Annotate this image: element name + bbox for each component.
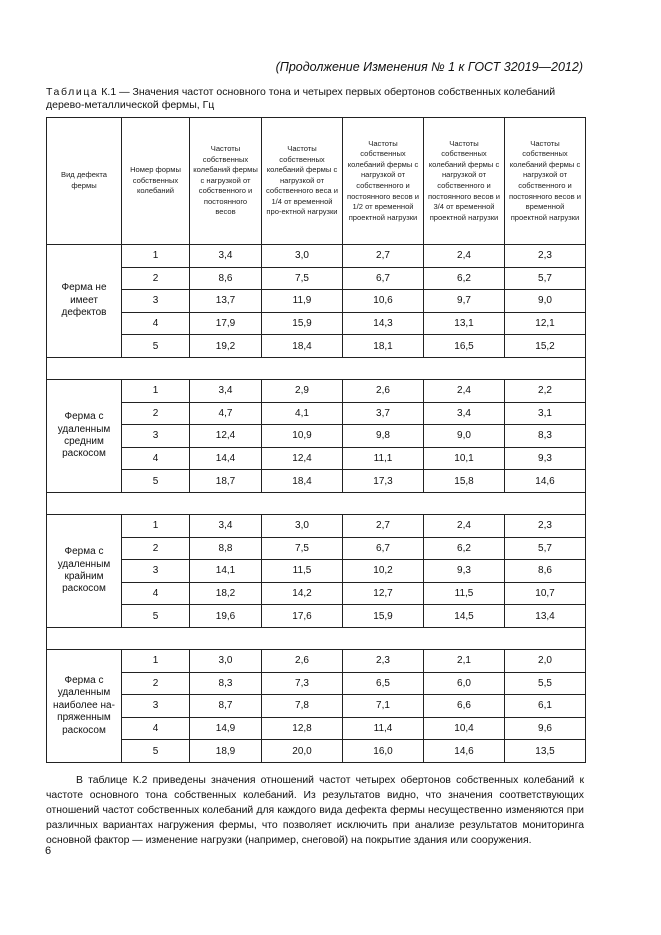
frequency-cell: 16,0: [343, 740, 424, 763]
frequency-cell: 8,7: [190, 695, 262, 718]
table-row: [47, 649, 586, 672]
frequency-cell: 13,4: [505, 605, 586, 628]
group-separator-row: [47, 627, 586, 649]
frequency-cell: 2,6: [262, 649, 343, 672]
frequency-cell: 9,0: [505, 290, 586, 313]
frequency-cell: 12,7: [343, 582, 424, 605]
table-row: [47, 447, 586, 470]
group-separator-row: [47, 492, 586, 514]
mode-number-cell: 2: [122, 267, 190, 290]
frequency-cell: 7,5: [262, 537, 343, 560]
mode-number-cell: 1: [122, 245, 190, 268]
frequency-cell: 15,8: [424, 470, 505, 493]
separator-cell: [47, 492, 586, 514]
frequency-cell: 14,6: [505, 470, 586, 493]
frequency-cell: 17,3: [343, 470, 424, 493]
page-number: 6: [45, 845, 52, 857]
frequency-cell: 9,8: [343, 425, 424, 448]
mode-number-cell: 5: [122, 740, 190, 763]
frequency-cell: 3,0: [262, 245, 343, 268]
frequency-cell: 17,6: [262, 605, 343, 628]
frequency-cell: 2,4: [424, 379, 505, 402]
frequency-cell: 14,3: [343, 312, 424, 335]
frequency-cell: 16,5: [424, 335, 505, 358]
frequency-cell: 14,9: [190, 717, 262, 740]
frequency-cell: 11,4: [343, 717, 424, 740]
frequency-cell: 2,9: [262, 379, 343, 402]
frequency-cell: 3,4: [424, 402, 505, 425]
frequency-cell: 18,4: [262, 470, 343, 493]
frequency-cell: 9,3: [424, 560, 505, 583]
frequency-cell: 10,1: [424, 447, 505, 470]
frequency-cell: 18,1: [343, 335, 424, 358]
frequency-cell: 14,1: [190, 560, 262, 583]
table-row: [47, 470, 586, 493]
mode-number-cell: 3: [122, 290, 190, 313]
table-row: [47, 740, 586, 763]
frequency-cell: 8,6: [190, 267, 262, 290]
frequency-cell: 15,9: [343, 605, 424, 628]
mode-number-cell: 3: [122, 560, 190, 583]
body-paragraph-text: В таблице К.2 приведены значения отношений частот четырех обертонов собственных колебаний к частоте основного тона собственных колебаний. Из результатов видно, что значения соответствующих отношений частот собственных колебаний для каждого вида дефекта фермы несущественно изменяются при различных вариантах нагружения фермы, что позволяет исключить при анализе результатов мониторинга основной фактор — изменение нагрузки (например, снеговой) на покрытие здания или сооружения.: [46, 775, 584, 846]
frequency-cell: 13,1: [424, 312, 505, 335]
mode-number-cell: 4: [122, 447, 190, 470]
frequency-cell: 10,6: [343, 290, 424, 313]
table-row: [47, 312, 586, 335]
frequency-cell: 2,3: [505, 514, 586, 537]
body-paragraph: [46, 773, 584, 848]
frequency-cell: 12,8: [262, 717, 343, 740]
frequency-cell: 6,5: [343, 672, 424, 695]
frequency-cell: 3,1: [505, 402, 586, 425]
defect-type-cell: Ферма с удаленным крайним раскосом: [47, 514, 122, 627]
mode-number-cell: 2: [122, 672, 190, 695]
frequency-cell: 4,1: [262, 402, 343, 425]
table-row: [47, 245, 586, 268]
mode-number-cell: 2: [122, 402, 190, 425]
table-header-cell: Частоты собственных колебаний фермы с нагрузкой от собственного и постоянного весов и 1/2 от временной проектной нагрузки: [343, 118, 424, 245]
table-header-cell: Частоты собственных колебаний фермы с нагрузкой от собственного и постоянного весов и временной проектной нагрузки: [505, 118, 586, 245]
frequency-cell: 11,1: [343, 447, 424, 470]
group-separator-row: [47, 357, 586, 379]
table-row: [47, 672, 586, 695]
frequency-cell: 13,7: [190, 290, 262, 313]
frequency-cell: 3,4: [190, 514, 262, 537]
frequency-cell: 19,6: [190, 605, 262, 628]
table-row: [47, 514, 586, 537]
defect-type-cell: Ферма с удаленным наиболее на-пряженным раскосом: [47, 649, 122, 762]
table-header-cell: Вид дефекта фермы: [47, 118, 122, 245]
table-row: [47, 335, 586, 358]
table-row: [47, 537, 586, 560]
mode-number-cell: 3: [122, 695, 190, 718]
mode-number-cell: 5: [122, 605, 190, 628]
frequency-cell: 11,5: [262, 560, 343, 583]
frequency-cell: 12,1: [505, 312, 586, 335]
frequency-cell: 2,2: [505, 379, 586, 402]
separator-cell: [47, 357, 586, 379]
table-header-cell: Частоты собственных колебаний фермы с нагрузкой от собственного и постоянного весов: [190, 118, 262, 245]
frequency-cell: 10,4: [424, 717, 505, 740]
frequency-cell: 18,9: [190, 740, 262, 763]
frequency-cell: 6,6: [424, 695, 505, 718]
frequency-cell: 2,7: [343, 514, 424, 537]
frequency-cell: 2,0: [505, 649, 586, 672]
table-row: [47, 605, 586, 628]
frequency-cell: 7,3: [262, 672, 343, 695]
mode-number-cell: 4: [122, 717, 190, 740]
frequency-cell: 7,8: [262, 695, 343, 718]
table-header-cell: Частоты собственных колебаний фермы с нагрузкой от собственного и постоянного весов и 3/4 от временной проектной нагрузки: [424, 118, 505, 245]
table-row: [47, 560, 586, 583]
frequency-cell: 2,3: [505, 245, 586, 268]
mode-number-cell: 1: [122, 649, 190, 672]
frequency-cell: 2,6: [343, 379, 424, 402]
frequency-cell: 14,5: [424, 605, 505, 628]
frequency-cell: 18,4: [262, 335, 343, 358]
frequency-cell: 3,0: [262, 514, 343, 537]
frequency-cell: 9,7: [424, 290, 505, 313]
table-header-cell: Частоты собственных колебаний фермы с нагрузкой от собственного веса и 1/4 от временной про-ектной нагрузки: [262, 118, 343, 245]
frequency-cell: 5,7: [505, 537, 586, 560]
table-row: [47, 582, 586, 605]
defect-type-cell: Ферма не имеет дефектов: [47, 245, 122, 358]
frequency-cell: 14,4: [190, 447, 262, 470]
frequency-cell: 15,2: [505, 335, 586, 358]
table-row: [47, 695, 586, 718]
frequency-cell: 14,2: [262, 582, 343, 605]
frequency-cell: 19,2: [190, 335, 262, 358]
frequency-cell: 4,7: [190, 402, 262, 425]
frequency-cell: 6,7: [343, 537, 424, 560]
frequency-cell: 6,0: [424, 672, 505, 695]
table-caption-label: Таблица: [46, 86, 99, 98]
table-row: [47, 717, 586, 740]
table-header-cell: Номер формы собственных колебаний: [122, 118, 190, 245]
mode-number-cell: 5: [122, 470, 190, 493]
frequency-cell: 2,4: [424, 245, 505, 268]
frequency-cell: 10,2: [343, 560, 424, 583]
frequency-cell: 10,9: [262, 425, 343, 448]
mode-number-cell: 2: [122, 537, 190, 560]
table-row: [47, 379, 586, 402]
frequency-cell: 12,4: [262, 447, 343, 470]
frequency-cell: 17,9: [190, 312, 262, 335]
table-row: [47, 267, 586, 290]
frequency-cell: 2,4: [424, 514, 505, 537]
table-row: [47, 402, 586, 425]
document-header: (Продолжение Изменения № 1 к ГОСТ 32019—2012): [275, 60, 583, 74]
frequency-cell: 2,1: [424, 649, 505, 672]
frequency-cell: 5,5: [505, 672, 586, 695]
frequency-cell: 6,7: [343, 267, 424, 290]
frequency-cell: 5,7: [505, 267, 586, 290]
frequency-cell: 6,2: [424, 267, 505, 290]
frequency-cell: 12,4: [190, 425, 262, 448]
table-row: [47, 290, 586, 313]
table-header-row: [47, 118, 586, 245]
frequency-cell: 2,3: [343, 649, 424, 672]
frequency-cell: 20,0: [262, 740, 343, 763]
table-caption-text: К.1 — Значения частот основного тона и четырех первых обертонов собственных колебаний дерево-металлической фермы, Гц: [46, 86, 556, 111]
frequency-cell: 3,4: [190, 245, 262, 268]
frequency-cell: 11,5: [424, 582, 505, 605]
frequency-cell: 8,6: [505, 560, 586, 583]
frequency-cell: 3,7: [343, 402, 424, 425]
frequency-cell: 8,8: [190, 537, 262, 560]
frequency-cell: 13,5: [505, 740, 586, 763]
frequency-cell: 18,7: [190, 470, 262, 493]
frequency-table: [46, 117, 586, 763]
frequency-cell: 8,3: [505, 425, 586, 448]
mode-number-cell: 5: [122, 335, 190, 358]
frequency-cell: 11,9: [262, 290, 343, 313]
frequency-cell: 9,0: [424, 425, 505, 448]
mode-number-cell: 3: [122, 425, 190, 448]
mode-number-cell: 1: [122, 379, 190, 402]
frequency-cell: 14,6: [424, 740, 505, 763]
frequency-cell: 7,1: [343, 695, 424, 718]
frequency-cell: 2,7: [343, 245, 424, 268]
frequency-cell: 15,9: [262, 312, 343, 335]
frequency-cell: 10,7: [505, 582, 586, 605]
frequency-cell: 6,1: [505, 695, 586, 718]
frequency-cell: 9,6: [505, 717, 586, 740]
frequency-cell: 8,3: [190, 672, 262, 695]
mode-number-cell: 4: [122, 582, 190, 605]
frequency-cell: 18,2: [190, 582, 262, 605]
table-caption: [46, 86, 586, 112]
frequency-cell: 7,5: [262, 267, 343, 290]
separator-cell: [47, 627, 586, 649]
frequency-cell: 6,2: [424, 537, 505, 560]
frequency-cell: 3,4: [190, 379, 262, 402]
defect-type-cell: Ферма с удаленным средним раскосом: [47, 379, 122, 492]
mode-number-cell: 1: [122, 514, 190, 537]
frequency-cell: 3,0: [190, 649, 262, 672]
table-row: [47, 425, 586, 448]
mode-number-cell: 4: [122, 312, 190, 335]
frequency-cell: 9,3: [505, 447, 586, 470]
